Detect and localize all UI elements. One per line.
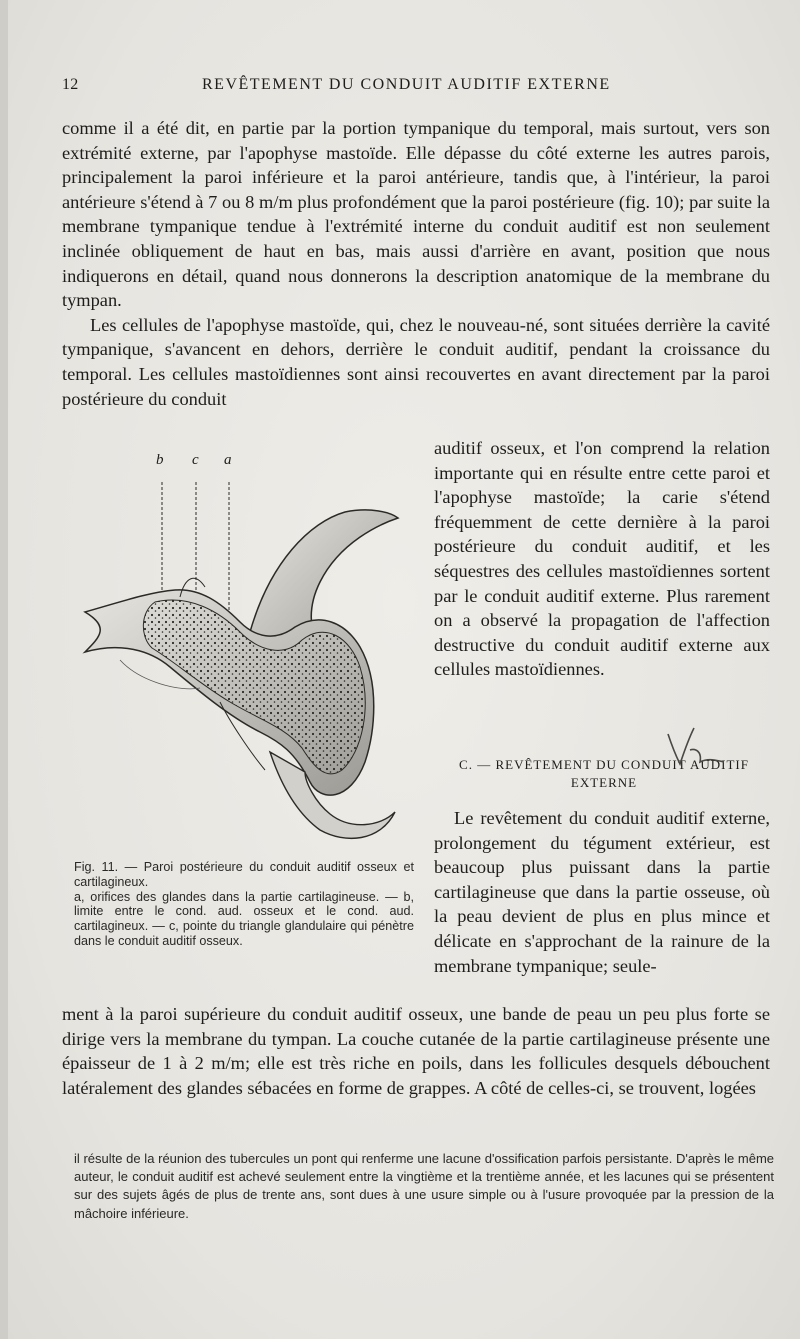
figure-label-b: b (156, 452, 164, 468)
top-text-block (62, 116, 770, 411)
bottom-text-block (62, 1002, 770, 1100)
figure-11-illustration (80, 452, 420, 852)
caption-title: Fig. 11. — Paroi postérieure du conduit auditif osseux et cartilagineux. (74, 860, 414, 889)
right-column-text-b (434, 806, 770, 978)
paragraph-continued: comme il a été dit, en partie par la portion tympanique du temporal, mais surtout, vers son extrémité externe, par l'apophyse mastoïde. Elle dépasse du côté externe les autres parois, principalement la paroi inférieure et la paroi antérieure, tandis que, à l'intérieur, la paroi antérieure s'étend à 7 ou 8 m/m plus profondément que la paroi postérieure (fig. 10); par suite la membrane tympanique tendue à l'extrémité interne du conduit auditif est non seulement inclinée obliquement de haut en bas, mais aussi d'arrière en avant, position que nous indiquerons en détail, quand nous donnerons la description anatomique de la membrane du tympan. (62, 118, 770, 311)
running-header (62, 74, 772, 98)
paragraph-bottom: ment à la paroi supérieure du conduit auditif osseux, une bande de peau un peu plus forte se dirige vers la membrane du tympan. La couche cutanée de la partie cartilagineuse présente une épaisseur de 1 à 2 m/m; elle est très riche en poils, dans les follicules desquels débouchent latéralement des glandes sébacées en forme de grappes. A côté de celles-ci, se trouvent, logées (62, 1004, 770, 1098)
page-edge (0, 0, 8, 1339)
paragraph-revetement: Le revêtement du conduit auditif externe, prolongement du tégument extérieur, est beaucoup plus puissant dans la partie cartilagineuse que dans la partie osseuse, où la peau devient de plus en plus mince et délicate en s'approchant de la rainure de la membrane tympanique; seule- (434, 808, 770, 976)
paragraph-mastoid-cells: Les cellules de l'apophyse mastoïde, qui, chez le nouveau-né, sont situées derrière la cavité tympanique, s'avancent en dehors, derrière le conduit auditif, pendant la croissance du temporal. Les cellules mastoïdiennes sont ainsi recouvertes en avant directement par la paroi postérieure du conduit (62, 314, 770, 409)
ear-canal-drawing (80, 452, 420, 852)
running-title: REVÊTEMENT DU CONDUIT AUDITIF EXTERNE (202, 76, 611, 93)
handwritten-mark (660, 722, 730, 770)
figure-label-c: c (192, 452, 199, 468)
section-heading-line1: C. — REVÊTEMENT DU CONDUIT AUDITIF (459, 757, 749, 772)
right-column-text-a (434, 436, 770, 682)
paragraph-right-a: auditif osseux, et l'on comprend la relation importante qui en résulte entre cette paroi et l'apophyse mastoïde; la carie s'étend fréquemment de cette dernière à la paroi postérieure du conduit auditif, et les séquestres des cellules mastoïdiennes sortent par le conduit auditif externe. Plus rarement on a observé la propagation de l'affection destructive du conduit auditif externe aux cellules mastoïdiennes. (434, 438, 770, 680)
caption-body: a, orifices des glandes dans la partie cartilagineuse. — b, limite entre le cond. aud. osseux et le cond. aud. cartilagineux. — c, pointe du triangle glandulaire qui pénètre dans le conduit auditif osseux. (74, 889, 414, 948)
footnote: il résulte de la réunion des tubercules un pont qui renferme une lacune d'ossification parfois persistante. D'après le même auteur, le conduit auditif est achevé seulement entre la vingtième et la trentième année, et les lacunes qui se présentent sur des sujets âgés de plus de trente ans, sont dues à une usure simple ou à l'usure provoquée par la pression de la mâchoire inférieure. (74, 1151, 774, 1221)
figure-11-caption (74, 860, 414, 949)
section-heading-line2: EXTERNE (570, 775, 638, 790)
figure-label-a: a (224, 452, 232, 468)
page-number: 12 (62, 76, 79, 93)
